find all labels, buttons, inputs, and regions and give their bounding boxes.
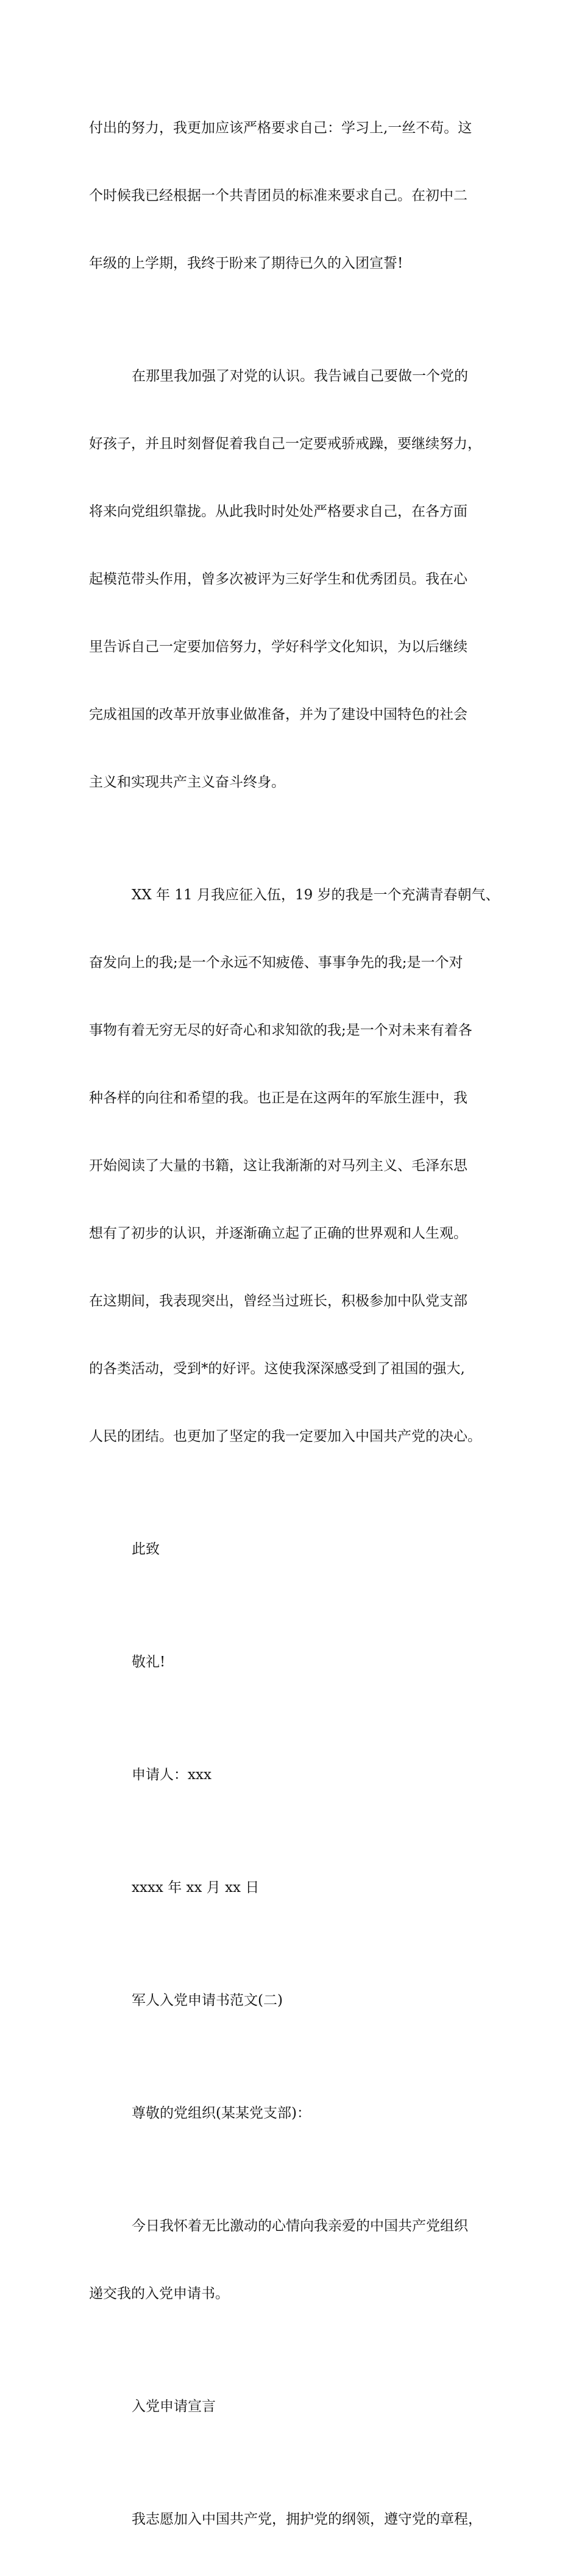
text-line: 军人入党申请书范文(二) (132, 1993, 283, 2008)
text-line: 好孩子，并且时刻督促着我自己一定要戒骄戒躁，要继续努力， (89, 436, 481, 452)
paragraph-declaration (89, 2463, 492, 2576)
text-line: 事物有着无穷无尽的好奇心和求知欲的我;是一个对未来有着各 (89, 1022, 472, 1038)
closing-respect (89, 1606, 492, 1719)
applicant-signature (89, 1719, 492, 1832)
text-line: 开始阅读了大量的书籍，这让我渐渐的对马列主义、毛泽东思 (89, 1158, 467, 1174)
paragraph-1 (89, 72, 492, 320)
text-line: 完成祖国的改革开放事业做准备，并为了建设中国特色的社会 (89, 707, 467, 722)
closing-salutation (89, 1493, 492, 1606)
paragraph-3 (89, 839, 500, 1493)
text-line: xxxx 年 xx 月 xx 日 (132, 1880, 260, 1896)
text-line: 在那里我加强了对党的认识。我告诫自己要做一个党的 (132, 368, 468, 384)
text-line: 想有了初步的认识，并逐渐确立起了正确的世界观和人生观。 (89, 1226, 467, 1241)
text-line: XX 年 11 月我应征入伍，19 岁的我是一个充满青春朝气、 (132, 887, 500, 903)
text-line: 付出的努力，我更加应该严格要求自己：学习上,一丝不苟。这 (89, 120, 472, 136)
text-line: 递交我的入党申请书。 (89, 2286, 229, 2302)
text-line: 种各样的向往和希望的我。也正是在这两年的军旅生涯中，我 (89, 1090, 467, 1106)
text-line: 个时候我已经根据一个共青团员的标准来要求自己。在初中二 (89, 188, 467, 204)
text-line: 此致 (132, 1541, 160, 1557)
declaration-heading (89, 2350, 492, 2463)
greeting (89, 2057, 492, 2170)
text-line: 今日我怀着无比激动的心情向我亲爱的中国共产党组织 (132, 2218, 468, 2234)
text-line: 在这期间，我表现突出，曾经当过班长，积极参加中队党支部 (89, 1293, 467, 1309)
text-line: 奋发向上的我;是一个永远不知疲倦、事事争先的我;是一个对 (89, 955, 463, 971)
paragraph-intro (89, 2170, 492, 2350)
text-line: 年级的上学期，我终于盼来了期待已久的入团宣誓! (89, 255, 403, 271)
text-line: 起模范带头作用，曾多次被评为三好学生和优秀团员。我在心 (89, 571, 467, 587)
text-line: 主义和实现共产主义奋斗终身。 (89, 774, 285, 790)
text-line: 敬礼! (132, 1654, 166, 1670)
text-line: 的各类活动，受到*的好评。这使我深深感受到了祖国的强大, (89, 1361, 465, 1377)
text-line: 我志愿加入中国共产党，拥护党的纲领，遵守党的章程， (132, 2511, 482, 2527)
text-line: 人民的团结。也更加了坚定的我一定要加入中国共产党的决心。 (89, 1429, 481, 1444)
text-line: 里告诉自己一定要加倍努力，学好科学文化知识，为以后继续 (89, 639, 467, 655)
document-page (89, 72, 500, 2576)
text-line: 将来向党组织靠拢。从此我时时处处严格要求自己，在各方面 (89, 504, 467, 519)
date-line (89, 1832, 492, 1944)
section-heading (89, 1944, 492, 2057)
text-line: 申请人：xxx (132, 1767, 211, 1783)
text-line: 入党申请宣言 (132, 2399, 216, 2414)
text-line: 尊敬的党组织(某某党支部)： (132, 2105, 311, 2121)
paragraph-2 (89, 320, 492, 839)
